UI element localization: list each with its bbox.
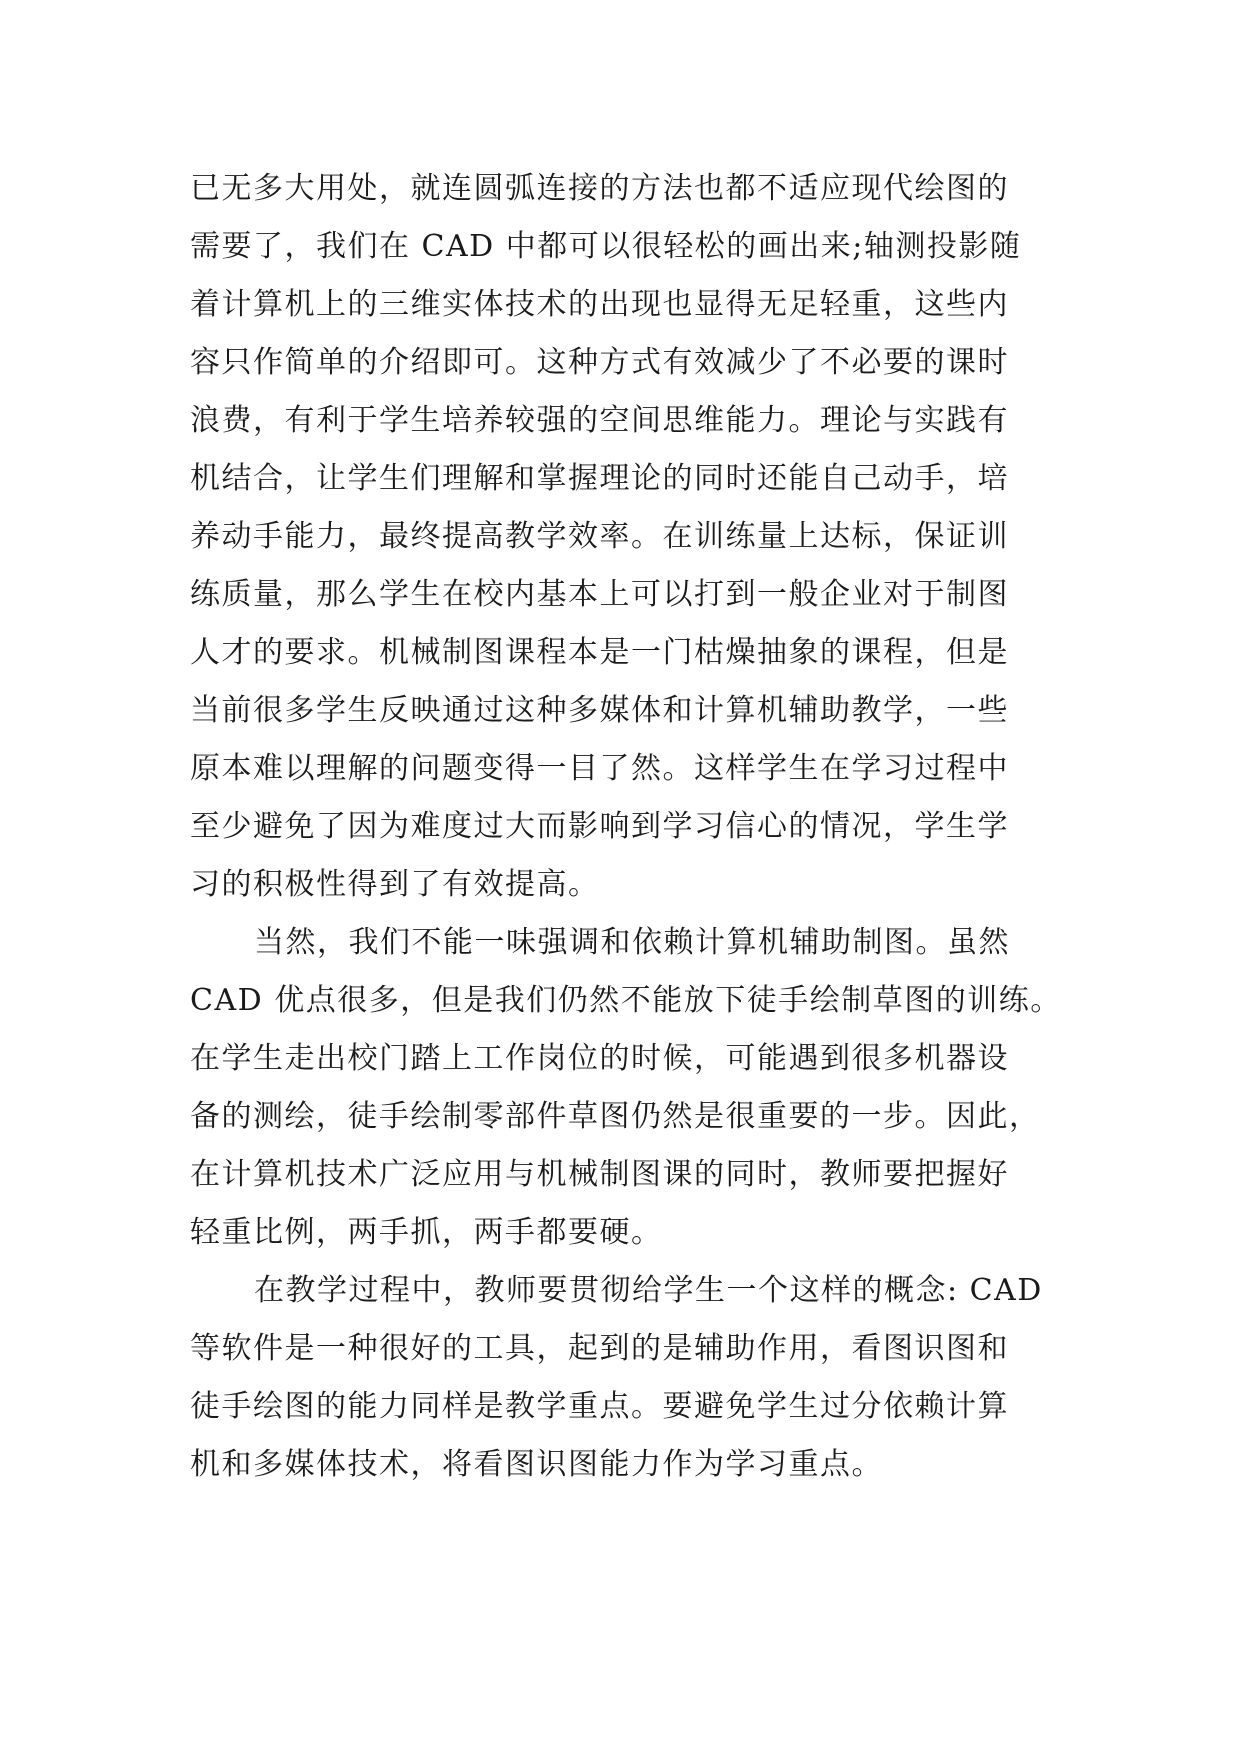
- text-line: 容只作简单的介绍即可。这种方式有效减少了不必要的课时: [190, 345, 1009, 380]
- paragraph-start-line: 在教学过程中，教师要贯彻给学生一个这样的概念: CAD: [254, 1273, 1043, 1308]
- text-line: 徒手绘图的能力同样是教学重点。要避免学生过分依赖计算: [190, 1389, 1009, 1424]
- text-line: 轻重比例，两手抓，两手都要硬。: [190, 1215, 663, 1250]
- text-line: 备的测绘，徒手绘制零部件草图仍然是很重要的一步。因此，: [190, 1099, 1041, 1134]
- text-line: 当前很多学生反映通过这种多媒体和计算机辅助教学，一些: [190, 693, 1009, 728]
- text-line: 练质量，那么学生在校内基本上可以打到一般企业对于制图: [190, 577, 1009, 612]
- text-line: 机和多媒体技术，将看图识图能力作为学习重点。: [190, 1447, 883, 1482]
- text-line: 机结合，让学生们理解和掌握理论的同时还能自己动手，培: [190, 461, 1009, 496]
- text-line: 原本难以理解的问题变得一目了然。这样学生在学习过程中: [190, 751, 1009, 786]
- text-line: 在计算机技术广泛应用与机械制图课的同时，教师要把握好: [190, 1157, 1009, 1192]
- text-line: 人才的要求。机械制图课程本是一门枯燥抽象的课程，但是: [190, 635, 1009, 670]
- text-line: 养动手能力，最终提高教学效率。在训练量上达标，保证训: [190, 519, 1009, 554]
- text-line: 浪费，有利于学生培养较强的空间思维能力。理论与实践有: [190, 403, 1009, 438]
- text-line: 等软件是一种很好的工具，起到的是辅助作用，看图识图和: [190, 1331, 1009, 1366]
- body-text: [190, 160, 1070, 1494]
- text-line: CAD 优点很多，但是我们仍然不能放下徒手绘制草图的训练。: [190, 983, 1062, 1018]
- text-line: 着计算机上的三维实体技术的出现也显得无足轻重，这些内: [190, 287, 1009, 322]
- text-line: 已无多大用处，就连圆弧连接的方法也都不适应现代绘图的: [190, 171, 1009, 206]
- text-line: 在学生走出校门踏上工作岗位的时候，可能遇到很多机器设: [190, 1041, 1009, 1076]
- paragraph-start-line: 当然，我们不能一味强调和依赖计算机辅助制图。虽然: [254, 925, 1010, 960]
- text-line: 至少避免了因为难度过大而影响到学习信心的情况，学生学: [190, 809, 1009, 844]
- text-line: 习的积极性得到了有效提高。: [190, 867, 600, 902]
- text-line: 需要了，我们在 CAD 中都可以很轻松的画出来;轴测投影随: [190, 229, 1022, 264]
